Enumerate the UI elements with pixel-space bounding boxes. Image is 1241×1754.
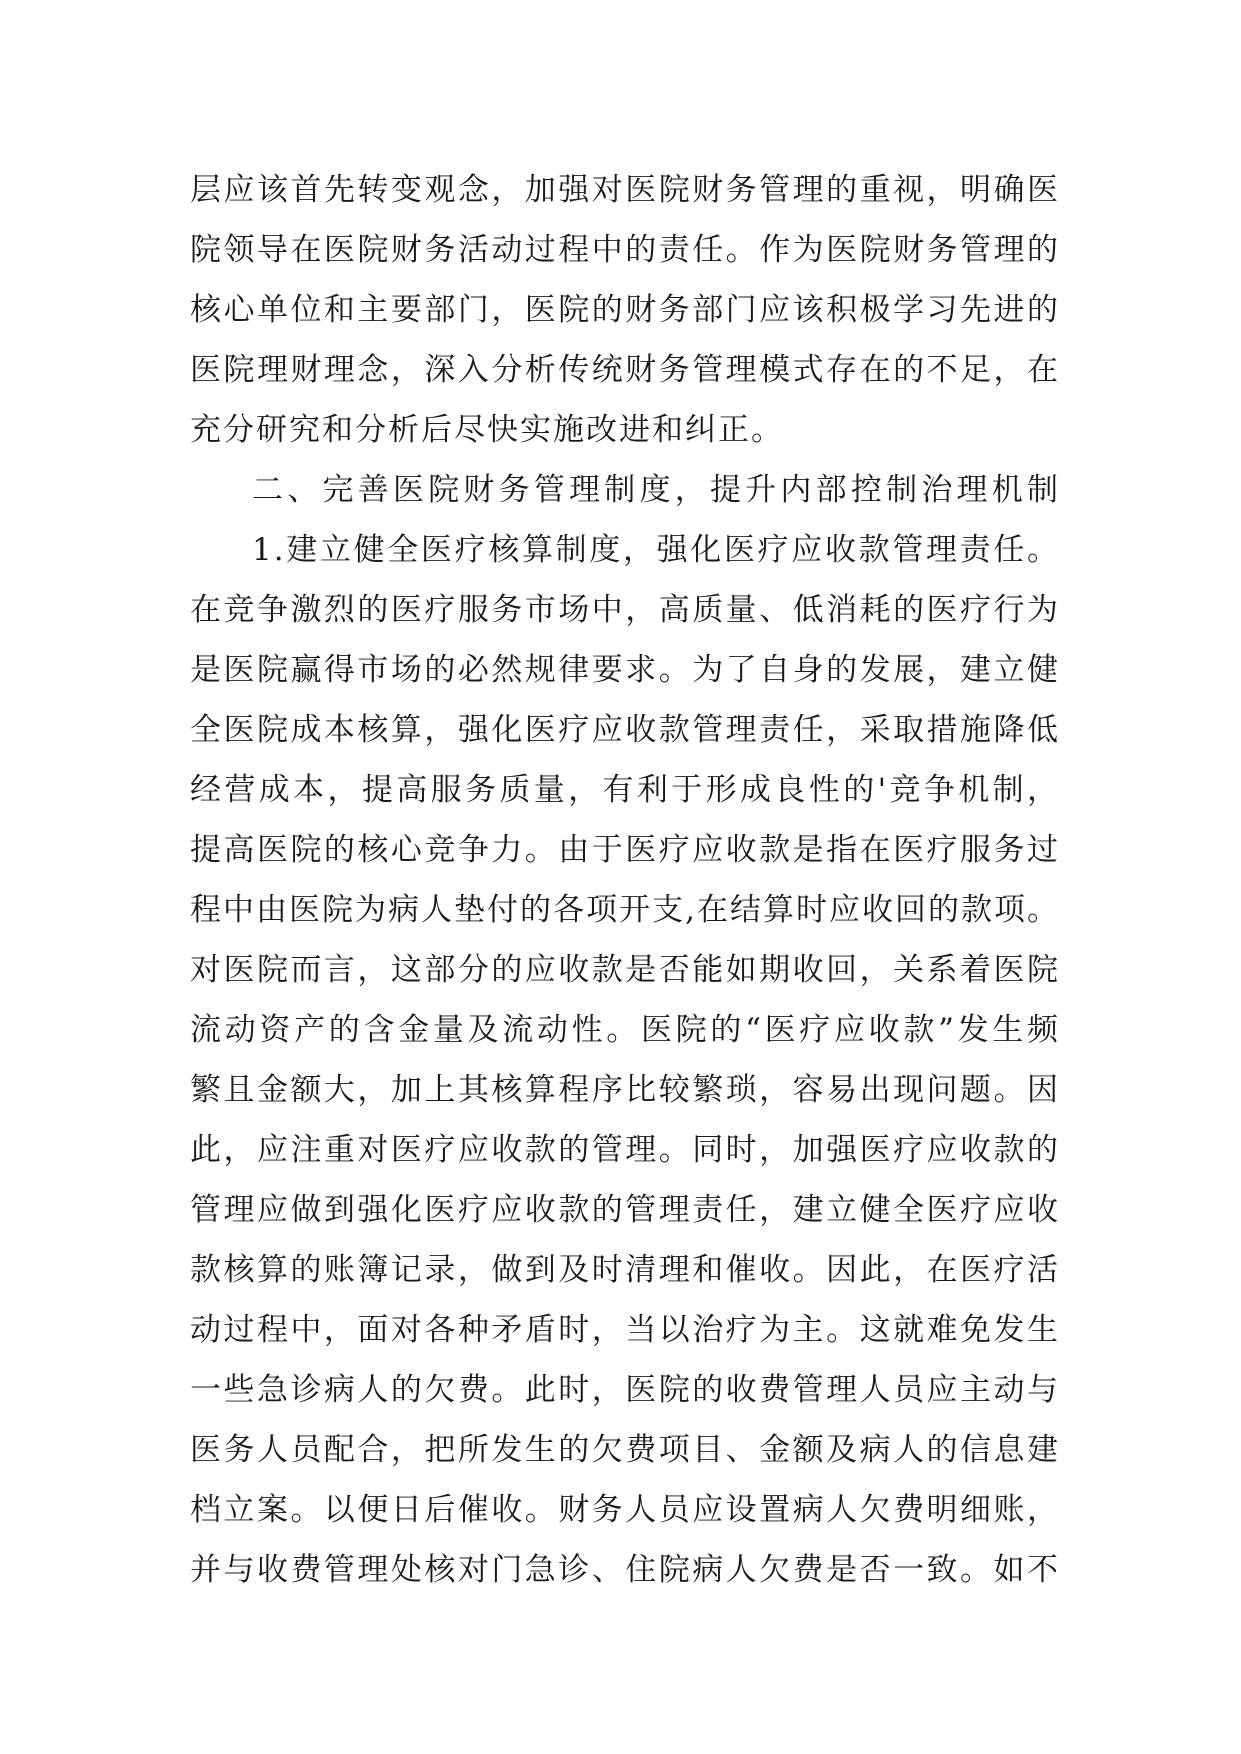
text-line: 提高医院的核心竞争力。由于医疗应收款是指在医疗服务过 — [190, 832, 1060, 868]
text-line: 管理应做到强化医疗应收款的管理责任，建立健全医疗应收 — [190, 1192, 1060, 1228]
text-line: 动过程中，面对各种矛盾时，当以治疗为主。这就难免发生 — [190, 1312, 1060, 1348]
text-line: 全医院成本核算，强化医疗应收款管理责任，采取措施降低 — [190, 712, 1060, 748]
text-line: 流动资产的含金量及流动性。医院的“医疗应收款”发生频 — [190, 1012, 1060, 1048]
text-line: 对医院而言，这部分的应收款是否能如期收回，关系着医院 — [190, 952, 1060, 988]
text-line: 医院理财理念，深入分析传统财务管理模式存在的不足，在 — [190, 352, 1060, 388]
text-line: 是医院赢得市场的必然规律要求。为了自身的发展，建立健 — [190, 652, 1060, 688]
text-line: 程中由医院为病人垫付的各项开支,在结算时应收回的款项。 — [190, 892, 1060, 928]
text-line: 层应该首先转变观念，加强对医院财务管理的重视，明确医 — [190, 172, 1060, 208]
text-line: 并与收费管理处核对门急诊、住院病人欠费是否一致。如不 — [190, 1552, 1060, 1588]
text-line: 经营成本，提高服务质量，有利于形成良性的'竞争机制， — [190, 772, 1060, 808]
text-line: 医务人员配合，把所发生的欠费项目、金额及病人的信息建 — [190, 1432, 1060, 1468]
text-line: 繁且金额大，加上其核算程序比较繁琐，容易出现问题。因 — [190, 1072, 1060, 1108]
text-line: 一些急诊病人的欠费。此时，医院的收费管理人员应主动与 — [190, 1372, 1060, 1408]
text-line: 在竞争激烈的医疗服务市场中，高质量、低消耗的医疗行为 — [190, 592, 1060, 628]
text-line: 此，应注重对医疗应收款的管理。同时，加强医疗应收款的 — [190, 1132, 1060, 1168]
body-text — [190, 160, 1060, 1600]
subsection-heading: 1.建立健全医疗核算制度，强化医疗应收款管理责任。 — [252, 532, 1060, 568]
text-line: 档立案。以便日后催收。财务人员应设置病人欠费明细账， — [190, 1492, 1060, 1528]
text-line: 款核算的账簿记录，做到及时清理和催收。因此，在医疗活 — [190, 1252, 1060, 1288]
section-heading: 二、完善医院财务管理制度，提升内部控制治理机制 — [252, 472, 1060, 508]
text-line: 核心单位和主要部门，医院的财务部门应该积极学习先进的 — [190, 292, 1060, 328]
text-line: 院领导在医院财务活动过程中的责任。作为医院财务管理的 — [190, 232, 1060, 268]
text-line: 充分研究和分析后尽快实施改进和纠正。 — [190, 412, 784, 448]
